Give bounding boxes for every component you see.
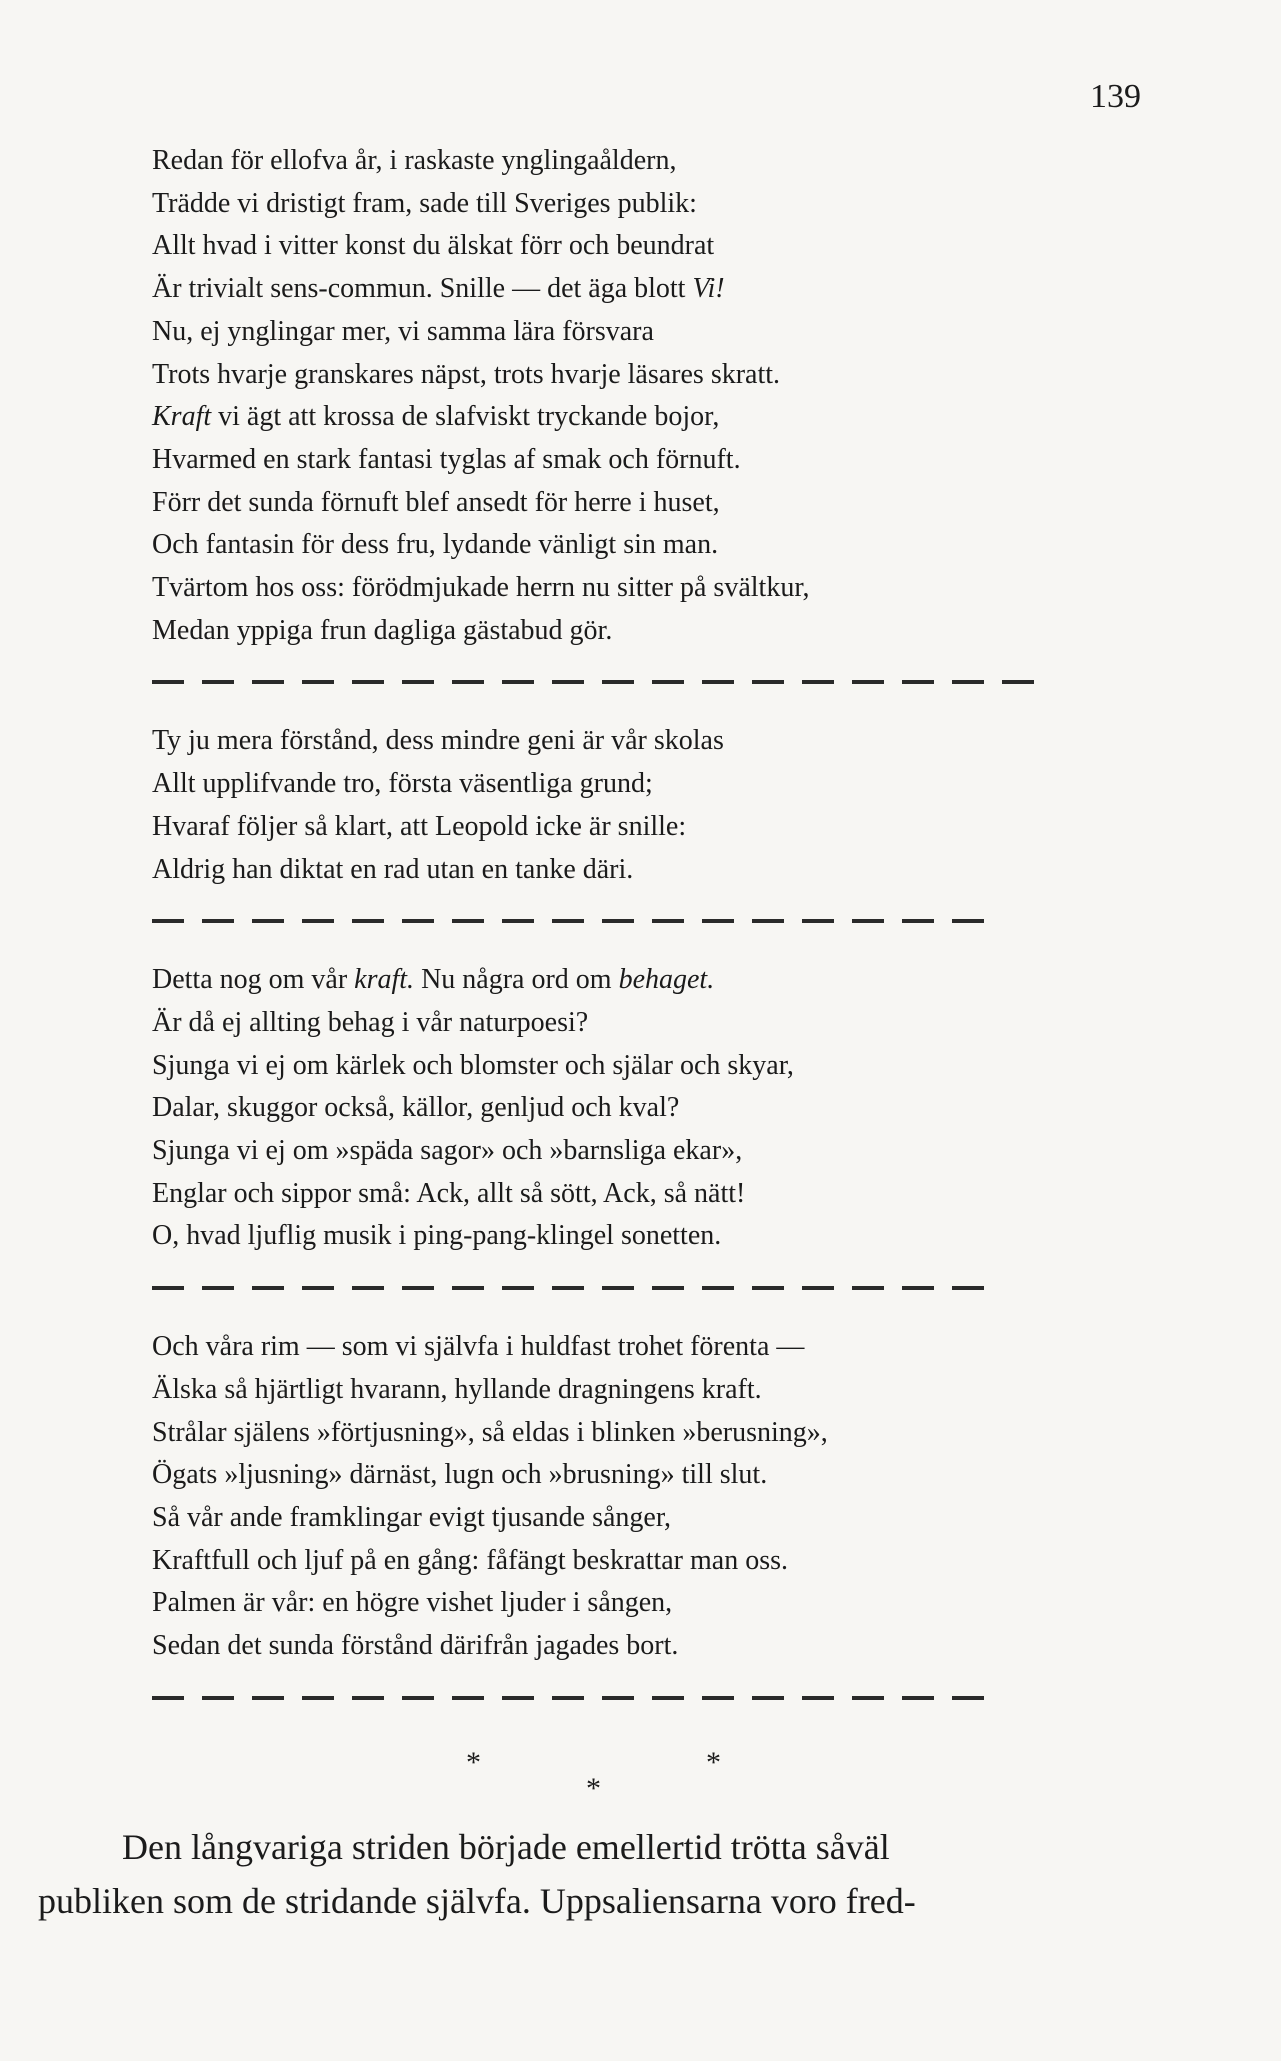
verse-text: Är trivialt sens-commun. Snille — det äga blott — [152, 273, 686, 305]
prose-line: Den långvariga striden började emellertid trötta såväl — [122, 1827, 890, 1867]
verse-line: Ögats »ljusning» därnäst, lugn och »brusning» till slut. — [152, 1459, 768, 1491]
verse-line: Ty ju mera förstånd, dess mindre geni är vår skolas — [152, 725, 724, 757]
verse-line: O, hvad ljuflig musik i ping-pang-klingel sonetten. — [152, 1220, 722, 1252]
verse-line: Är då ej allting behag i vår naturpoesi? — [152, 1006, 589, 1038]
verse-line: Medan yppiga frun dagliga gästabud gör. — [152, 614, 613, 646]
verse-line: Hvarmed en stark fantasi tyglas af smak och förnuft. — [152, 443, 741, 475]
verse-text: vi ägt att krossa de slafviskt tryckande bojor, — [211, 401, 720, 433]
prose-paragraph — [38, 1820, 1153, 1928]
verse-line: Förr det sunda förnuft blef ansedt för herre i huset, — [152, 486, 720, 518]
stanza-2 — [152, 720, 1112, 891]
dash-divider — [152, 680, 1052, 684]
verse-line: Strålar själens »förtjusning», så eldas i blinken »berusning», — [152, 1416, 828, 1448]
verse-line: Dalar, skuggor också, källor, genljud och kval? — [152, 1092, 680, 1124]
verse-line: Trädde vi dristigt fram, sade till Sveriges publik: — [152, 187, 697, 219]
verse-line: Kraftfull och ljuf på en gång: fåfängt beskrattar man oss. — [152, 1544, 789, 1576]
stanza-1 — [152, 140, 1112, 652]
dash-divider — [152, 919, 990, 923]
asterism — [0, 1746, 1281, 1826]
verse-line: Allt upplifvande tro, första väsentliga grund; — [152, 768, 653, 800]
dash-divider — [152, 1696, 990, 1700]
verse-line: Sjunga vi ej om kärlek och blomster och själar och skyar, — [152, 1049, 794, 1081]
asterisk-mark: * — [466, 1746, 481, 1779]
verse-line: Palmen är vår: en högre vishet ljuder i sången, — [152, 1587, 673, 1619]
verse-line: Och fantasin för dess fru, lydande vänligt sin man. — [152, 529, 719, 561]
verse-line: Aldrig han diktat en rad utan en tanke däri. — [152, 853, 634, 885]
stanza-4 — [152, 1326, 1112, 1668]
verse-line — [152, 396, 1112, 439]
page-number: 139 — [1090, 78, 1141, 115]
verse-line: Hvaraf följer så klart, att Leopold icke är snille: — [152, 810, 687, 842]
poem — [152, 140, 1112, 1736]
verse-text: Detta nog om vår — [152, 964, 355, 996]
emphasis: Vi! — [692, 273, 725, 305]
verse-line: Englar och sippor små: Ack, allt så sött, Ack, så nätt! — [152, 1177, 746, 1209]
asterisk-mark: * — [706, 1746, 721, 1779]
dash-divider — [152, 1286, 990, 1290]
verse-line: Sedan det sunda förstånd därifrån jagades bort. — [152, 1630, 679, 1662]
verse-line: Allt hvad i vitter konst du älskat förr och beundrat — [152, 230, 715, 262]
verse-line: Redan för ellofva år, i raskaste ynglingaåldern, — [152, 145, 677, 176]
verse-line: Trots hvarje granskares näpst, trots hvarje läsares skratt. — [152, 358, 781, 390]
verse-line: Nu, ej ynglingar mer, vi samma lära försvara — [152, 315, 654, 347]
prose-line: publiken som de stridande självfa. Uppsaliensarna voro fred- — [38, 1881, 916, 1921]
verse-line: Älska så hjärtligt hvarann, hyllande dragningens kraft. — [152, 1373, 762, 1405]
verse-line: Så vår ande framklingar evigt tjusande sånger, — [152, 1501, 672, 1533]
verse-line: Tvärtom hos oss: förödmjukade herrn nu sitter på svältkur, — [152, 572, 810, 604]
verse-text: Nu några ord om — [414, 964, 619, 996]
verse-line — [152, 959, 1112, 1002]
emphasis: Kraft — [152, 401, 212, 433]
stanza-3 — [152, 959, 1112, 1258]
emphasis: kraft. — [354, 964, 415, 996]
verse-line: Sjunga vi ej om »späda sagor» och »barnsliga ekar», — [152, 1135, 743, 1167]
asterisk-mark: * — [586, 1772, 601, 1805]
emphasis: behaget. — [618, 964, 715, 996]
verse-line — [152, 268, 1112, 311]
verse-line: Och våra rim — som vi självfa i huldfast trohet förenta — — [152, 1331, 805, 1363]
